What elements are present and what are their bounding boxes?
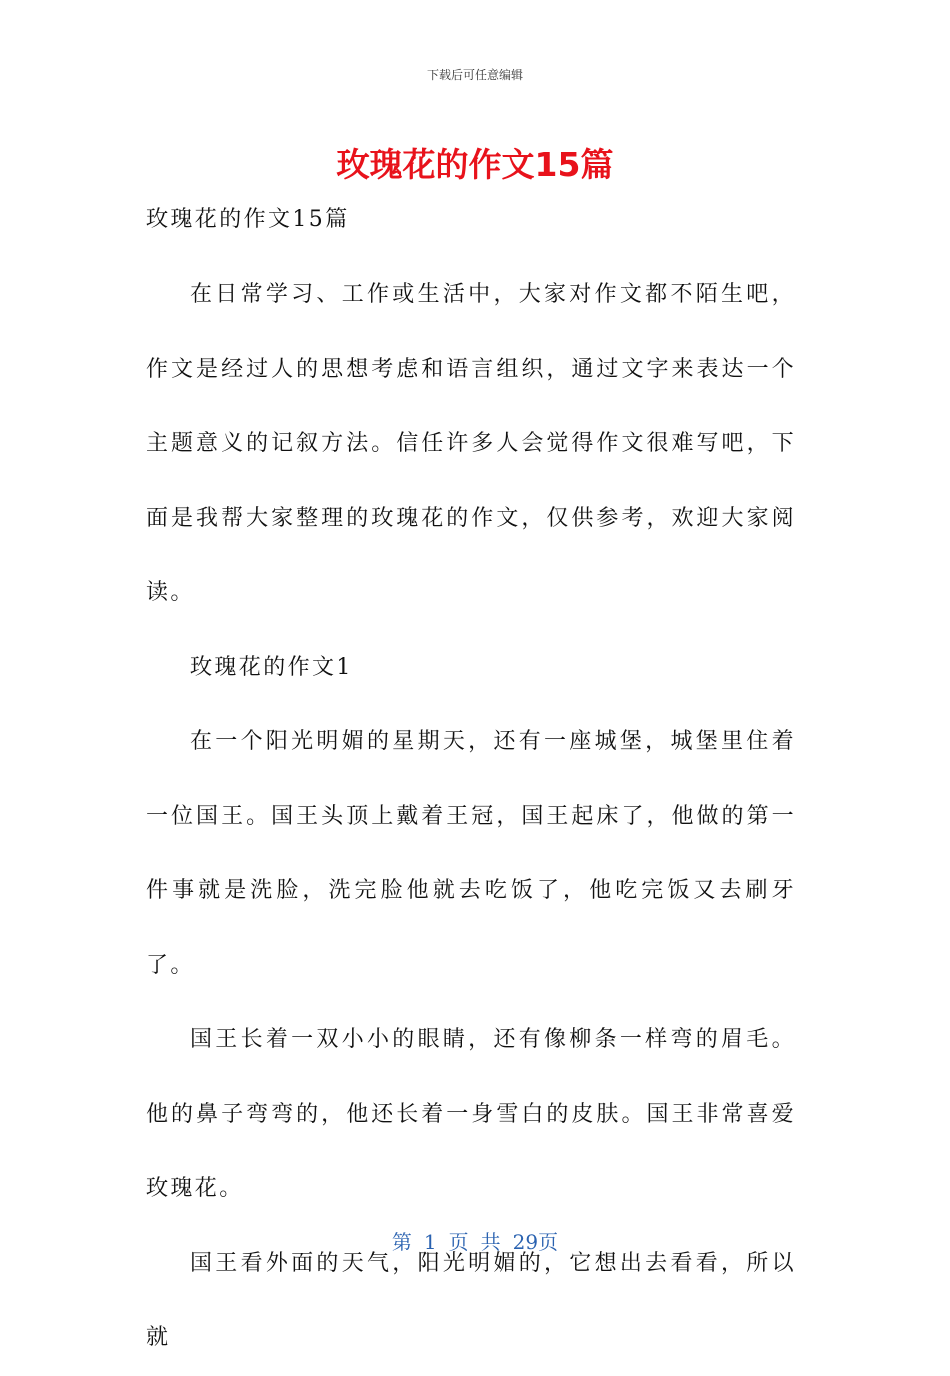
document-subtitle: 玫瑰花的作文15篇 — [146, 207, 350, 232]
section-heading: 玫瑰花的作文1 — [190, 654, 353, 680]
page-unit: 页 — [448, 1230, 469, 1254]
page-header-note: 下载后可任意编辑 — [426, 68, 523, 82]
page-current: 1 — [423, 1230, 437, 1254]
page-footer — [0, 1226, 950, 1255]
page-total: 29页 — [512, 1230, 559, 1254]
total-label: 共 — [480, 1230, 501, 1254]
paragraph: 国王长着一双小小的眼睛，还有像柳条一样弯的眉毛。他的鼻子弯弯的，他还长着一身雪白的皮肤。国王非常喜爱玫瑰花。 — [146, 1027, 796, 1201]
page-label: 第 — [391, 1230, 412, 1254]
paragraph: 在一个阳光明媚的星期天，还有一座城堡，城堡里住着一位国王。国王头顶上戴着王冠，国王起床了，他做的第一件事就是洗脸，洗完脸他就去吃饭了，他吃完饭又去刷牙了。 — [146, 729, 796, 978]
document-body — [146, 258, 796, 1376]
paragraph-intro: 在日常学习、工作或生活中，大家对作文都不陌生吧，作文是经过人的思想考虑和语言组织，通过文字来表达一个主题意义的记叙方法。信任许多人会觉得作文很难写吧，下面是我帮大家整理的玫瑰花的作文，仅供参考，欢迎大家阅读。 — [146, 282, 796, 605]
document-title: 玫瑰花的作文15篇 — [336, 145, 614, 184]
paragraph: 国王看外面的天气，阳光明媚的，它想出去看看，所以就 — [146, 1250, 796, 1350]
